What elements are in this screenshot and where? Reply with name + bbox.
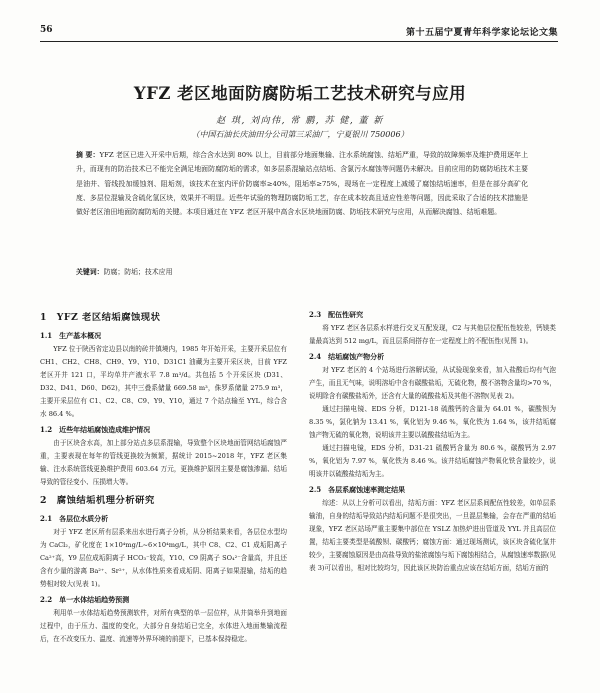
body-paragraph: 对于 YFZ 老区所有层系来出水进行离子分析，从分析结果来看，各层位水型均为 CaCl₂，矿化度在 1×10⁴mg/L~6×10⁴mg/L，其中 C8、C2、C1 成垢阳离子 Ca²⁺高，Y9 层位成垢阴离子 HCO₃⁻较高，Y10、C9 阴离子 SO₄²⁻含量高，并且还含有少量的游离 Ba²⁺、Sr²⁺，从水体性质来看成垢阴、阳离子如果混输，结垢的趋势相对较大(见表 1)。	[40, 528, 287, 588]
affiliation: （中国石油长庆油田分公司第三采油厂，宁夏银川 750006）	[191, 130, 409, 139]
keywords-text: 防腐；防垢；技术应用	[103, 268, 173, 276]
right-column	[309, 306, 556, 693]
subsection-heading: 1.1 生产基本概况	[40, 331, 102, 340]
subsection-heading: 2.2 单一水体结垢趋势预测	[40, 595, 130, 604]
subsection-heading: 1.2 近些年结垢腐蚀造成维护情况	[40, 425, 151, 434]
abstract-label: 摘 要：	[76, 151, 100, 159]
keywords-label: 关键词：	[76, 268, 104, 276]
page-number: 56	[40, 25, 53, 35]
abstract	[76, 148, 528, 219]
subsection-heading: 2.1 各层位水质分析	[40, 514, 109, 523]
body-paragraph: 综述：从以上分析可以看出，结垢方面：YFZ 老区层系间配伍性较差，如单层系输油，自身的结垢导致站内结垢问题不是很突出，一旦混层集输，会存在严重的结垢现象，YFZ 老区站场严重主要集中部位在 YSLZ 加热炉进出管道及 YYL 并且高层位置，结垢主要类型是硫酸钡、碳酸钙；腐蚀方面：通过现场测试，该区块含硫化氢井较少，主要腐蚀原因是由高盐导致的盐浓腐蚀与垢下腐蚀相结合，从腐蚀速率数据(见表 3)可以看出，相对比较均匀，因此该区块防治重点应该在结垢方面，结垢方面的	[309, 499, 556, 572]
abstract-text: YFZ 老区已进入开采中后期，综合含水达到 80% 以上，目前部分地面集输、注水系统腐蚀、结垢严重，导致的故障频率及维护费用逐年上升，而现有的防治技术已不能完全满足地面防腐防垢的需求，如多层系混输站点结垢、含氯污水腐蚀等问题仍未解决。目前应用的防腐防垢技术主要是油井、管线投加缓蚀剂、阻垢剂，该技术在室内评价防腐率≥40%，阻垢率≥75%，现场在一定程度上减缓了腐蚀结垢速率，但是在部分高矿化度、多层位混输及含硫化氢区块，效果并不明显。近些年试验的物理防腐防垢工艺，存在成本较高且适应性差等问题，因此采取了合适的技术措施是做好老区油田地面防腐防垢的关键。本项目通过在 YFZ 老区开展中高含水区块地面防腐、防垢技术研究与应用，从而解决腐蚀、结垢难题。	[76, 151, 528, 217]
body-paragraph: 通过扫描电镜、EDS 分析，D121-18 硫酸钙的含量为 64.01 %，碳酸钡为 8.35 %，氯化钠为 13.41 %，氧化铝为 9.46 %，氧化铁为 1.64 %，该井结垢腐蚀产物无硫的氧化物，说明该井主要以硫酸盐结垢为主。	[309, 405, 556, 439]
journal-title: 第十五届宁夏青年科学家论坛论文集	[405, 28, 558, 38]
left-column	[40, 306, 287, 693]
subsection-heading: 2.3 配伍性研究	[309, 310, 364, 319]
subsection-heading: 2.5 各层系腐蚀速率测定结果	[309, 485, 406, 494]
section-heading: 1 YFZ 老区结垢腐蚀现状	[40, 312, 161, 323]
body-paragraph: 将 YFZ 老区各层系水样进行交叉互配发现，C2 与其他层位配伍性较差，钙镁类量最高达到 512 mg/L，而且层系间搭存在一定程度上的不配伍性(见图 1)。	[309, 324, 556, 345]
author-list: 赵 琪, 刘向伟, 常 鹏, 苏 健, 董 新	[216, 116, 384, 126]
body-paragraph: YFZ 位于陕西省定边县以南的砖井镇境内，1985 年开始开采，主要开采层位有 CH1、CH2、CH8、CH9、Y9、Y10、D31C1 油藏为主要开采区块，目前 YFZ 老区开井 121 口，平均单井产液水平 7.8 m³/d。共包括 5 个开采区块 (D31、D32、D41、D60、D62)，其中三叠系储量 669.58 m³，侏罗系储量 275.9 m³，主要开采层位有 C1、C2、C8、C9、Y9、Y10，通过 7 个站点输至 YYL，综合含水 86.4 %。	[40, 345, 287, 418]
body-paragraph: 通过扫描电镜，EDS 分析，D31-21 硫酸钙含量为 80.6 %，碳酸钙为 2.97 %，氧化铝为 7.97 %，氧化铁为 8.46 %。该井结垢腐蚀产物氧化铁含量较少，说明该井以硫酸盐结垢为主。	[309, 444, 556, 478]
section-heading: 2 腐蚀结垢机理分析研究	[40, 495, 155, 506]
subsection-heading: 2.4 结垢腐蚀产物分析	[309, 352, 385, 361]
body-paragraph: 对 YFZ 老区的 4 个站场进行溶解试验，从试验现象来看，加入盐酸后均有气泡产生，而且无气味，说明溶垢中含有碳酸盐垢，无硫化物，酸不溶物含量均>70 %，说明除含有碳酸盐垢外，还含有大量的硫酸盐垢及其他不溶物(见表 2)。	[309, 366, 556, 400]
running-header	[40, 25, 558, 42]
body-paragraph: 利用单一水体结垢趋势预测软件，对所有典型的单一层位样，从井筒举升到地面过程中，由于压力、温度的变化，大部分自身结垢已完全，水体进入地面集输流程后，在不改变压力、温度、流速等外界环境的前提下，已基本保持稳定。	[40, 609, 287, 643]
body-paragraph: 由于区块含水高，加上部分站点多层系混输，导致整个区块地面管网结垢腐蚀严重，主要表现在每年的管线更换较为频繁，据统计 2015~2018 年，YFZ 老区集输、注水系统管线更换维护费用 603.64 万元，更换维护原因主要是腐蚀渗漏、结垢导致的管径变小、压损增大等。	[40, 439, 287, 486]
keywords	[76, 265, 528, 279]
paper-title: YFZ 老区地面防腐防垢工艺技术研究与应用	[133, 84, 467, 103]
